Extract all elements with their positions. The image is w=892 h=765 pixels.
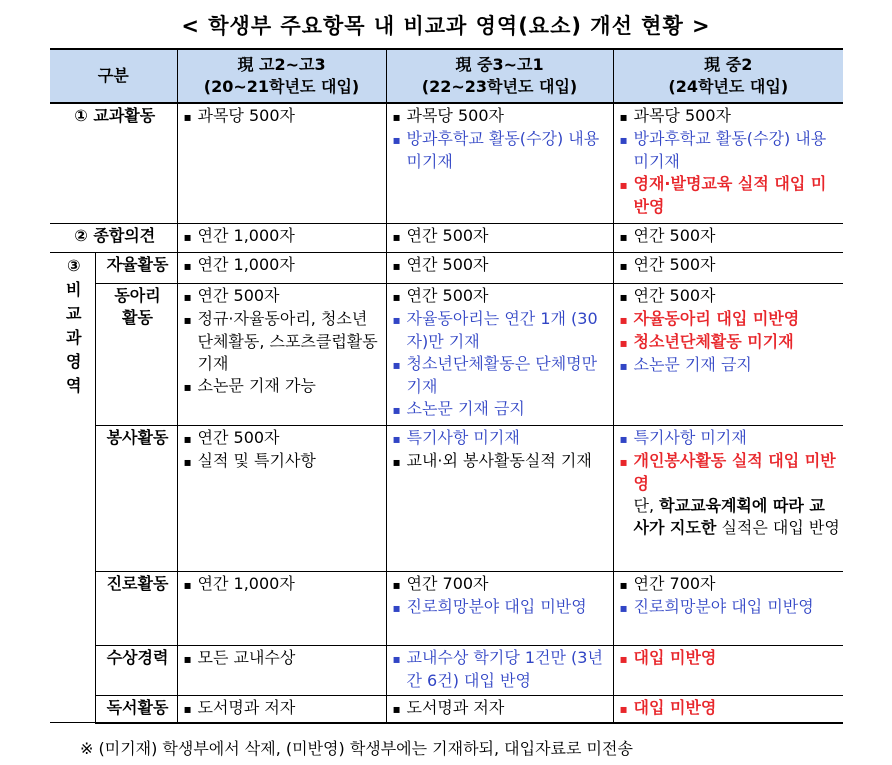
list-item: ▪ 실적 및 특기사항 bbox=[184, 450, 383, 473]
comparison-table bbox=[50, 48, 843, 724]
list-item: ▪ 도서명과 저자 bbox=[184, 697, 383, 720]
row-volunteer-label: 봉사활동 bbox=[95, 425, 177, 571]
header-col3-line2: (24학년도 대입) bbox=[668, 77, 789, 96]
row-subject bbox=[50, 103, 843, 223]
list-item: ▪ 소논문 기재 금지 bbox=[620, 354, 841, 377]
list-item: ▪ 소논문 기재 금지 bbox=[393, 398, 610, 421]
volunteer-note bbox=[620, 495, 841, 539]
list-item: ▪ 연간 1,000자 bbox=[184, 225, 383, 248]
row-opinion bbox=[50, 223, 843, 252]
list-item: ▪ 청소년단체활동 미기재 bbox=[620, 331, 841, 354]
row-career-col3 bbox=[613, 571, 843, 645]
row-opinion-col3 bbox=[613, 223, 843, 252]
row-club-col3 bbox=[613, 283, 843, 425]
list-item: ▪ 연간 700자 bbox=[620, 573, 841, 596]
row-career-col1 bbox=[177, 571, 386, 645]
row-career-col2 bbox=[386, 571, 613, 645]
list-item: ▪ 연간 500자 bbox=[184, 285, 383, 308]
list-item: ▪ 개인봉사활동 실적 대입 미반영 bbox=[620, 450, 841, 495]
list-item: ▪ 모든 교내수상 bbox=[184, 647, 383, 670]
header-col1 bbox=[177, 49, 386, 103]
list-item: ▪ 자율동아리는 연간 1개 (30자)만 기재 bbox=[393, 308, 610, 353]
row-subject-col2 bbox=[386, 103, 613, 223]
list-item: ▪ 연간 500자 bbox=[393, 254, 610, 277]
list-item: ▪ 과목당 500자 bbox=[393, 105, 610, 128]
header-row bbox=[50, 49, 843, 103]
list-item: ▪ 연간 500자 bbox=[620, 254, 841, 277]
list-item: ▪ 연간 500자 bbox=[393, 225, 610, 248]
row-volunteer bbox=[50, 425, 843, 571]
list-item: ▪ 특기사항 미기재 bbox=[393, 427, 610, 450]
row-volunteer-col1 bbox=[177, 425, 386, 571]
extracurricular-label-char: 역 bbox=[66, 375, 82, 395]
row-club-label-line1: 동아리 bbox=[114, 285, 161, 305]
list-item: ▪ 연간 1,000자 bbox=[184, 254, 383, 277]
list-item: ▪ 연간 1,000자 bbox=[184, 573, 383, 596]
list-item: ▪ 진로희망분야 대입 미반영 bbox=[620, 596, 841, 619]
extracurricular-label-char: 교 bbox=[66, 303, 82, 323]
row-reading-col2 bbox=[386, 695, 613, 723]
header-col2-line2: (22~23학년도 대입) bbox=[421, 77, 578, 96]
extracurricular-label-char: 비 bbox=[66, 279, 82, 299]
row-autonomous-col2 bbox=[386, 252, 613, 283]
list-item: ▪ 정규·자율동아리, 청소년단체활동, 스포츠클럽활동 기재 bbox=[184, 308, 383, 375]
header-col1-line2: (20~21학년도 대입) bbox=[203, 77, 360, 96]
list-item: ▪ 영재·발명교육 실적 대입 미반영 bbox=[620, 173, 841, 218]
list-item: ▪ 과목당 500자 bbox=[184, 105, 383, 128]
list-item: ▪ 방과후학교 활동(수강) 내용 미기재 bbox=[620, 128, 841, 173]
page-title: < 학생부 주요항목 내 비교과 영역(요소) 개선 현황 > bbox=[181, 14, 711, 38]
row-reading-col3 bbox=[613, 695, 843, 723]
extracurricular-label bbox=[50, 252, 95, 723]
extracurricular-label-num: ③ bbox=[66, 255, 81, 275]
row-awards-col2 bbox=[386, 645, 613, 695]
volunteer-note-pre: 단, bbox=[633, 495, 660, 515]
list-item: ▪ 자율동아리 대입 미반영 bbox=[620, 308, 841, 331]
list-item: ▪ 진로희망분야 대입 미반영 bbox=[393, 596, 610, 619]
list-item: ▪ 연간 500자 bbox=[393, 285, 610, 308]
list-item: ▪ 과목당 500자 bbox=[620, 105, 841, 128]
row-autonomous-col1 bbox=[177, 252, 386, 283]
row-career bbox=[50, 571, 843, 645]
row-career-label: 진로활동 bbox=[95, 571, 177, 645]
row-autonomous-label: 자율활동 bbox=[95, 252, 177, 283]
list-item: ▪ 도서명과 저자 bbox=[393, 697, 610, 720]
footnote: ※ (미기재) 학생부에서 삭제, (미반영) 학생부에는 기재하되, 대입자료로 미전송 bbox=[80, 739, 633, 758]
row-subject-col1 bbox=[177, 103, 386, 223]
row-opinion-col1 bbox=[177, 223, 386, 252]
row-opinion-label: ② 종합의견 bbox=[50, 223, 177, 252]
row-reading-col1 bbox=[177, 695, 386, 723]
list-item: ▪ 소논문 기재 가능 bbox=[184, 375, 383, 398]
row-subject-col3 bbox=[613, 103, 843, 223]
row-awards-label: 수상경력 bbox=[95, 645, 177, 695]
list-item: ▪ 교내·외 봉사활동실적 기재 bbox=[393, 450, 610, 473]
list-item: ▪ 방과후학교 활동(수강) 내용 미기재 bbox=[393, 128, 610, 173]
row-autonomous-col3 bbox=[613, 252, 843, 283]
volunteer-note-bold: 학교교육계획에 따라 교사가 지도한 bbox=[633, 495, 825, 537]
header-category: 구분 bbox=[50, 49, 177, 103]
list-item: ▪ 특기사항 미기재 bbox=[620, 427, 841, 450]
extracurricular-label-char: 영 bbox=[66, 351, 82, 371]
header-col2 bbox=[386, 49, 613, 103]
header-col3-line1: 現 중2 bbox=[704, 55, 753, 74]
header-col1-line1: 現 고2~고3 bbox=[237, 55, 326, 74]
row-club bbox=[50, 283, 843, 425]
header-col2-line1: 現 중3~고1 bbox=[455, 55, 544, 74]
row-reading-label: 독서활동 bbox=[95, 695, 177, 723]
list-item: ▪ 교내수상 학기당 1건만 (3년간 6건) 대입 반영 bbox=[393, 647, 610, 692]
volunteer-note-post: 실적은 대입 반영 bbox=[716, 517, 840, 537]
row-club-col1 bbox=[177, 283, 386, 425]
header-col3 bbox=[613, 49, 843, 103]
list-item: ▪ 연간 500자 bbox=[184, 427, 383, 450]
extracurricular-label-char: 과 bbox=[66, 327, 82, 347]
row-reading bbox=[50, 695, 843, 723]
row-volunteer-col3 bbox=[613, 425, 843, 571]
row-opinion-col2 bbox=[386, 223, 613, 252]
row-club-label-line2: 활동 bbox=[122, 307, 153, 327]
list-item: ▪ 청소년단체활동은 단체명만 기재 bbox=[393, 353, 610, 398]
row-awards-col1 bbox=[177, 645, 386, 695]
row-volunteer-col2 bbox=[386, 425, 613, 571]
list-item: ▪ 연간 500자 bbox=[620, 285, 841, 308]
list-item: ▪ 연간 500자 bbox=[620, 225, 841, 248]
row-awards bbox=[50, 645, 843, 695]
row-club-label bbox=[95, 283, 177, 425]
row-autonomous bbox=[50, 252, 843, 283]
list-item: ▪ 대입 미반영 bbox=[620, 697, 841, 720]
row-awards-col3 bbox=[613, 645, 843, 695]
row-subject-label: ① 교과활동 bbox=[50, 103, 177, 223]
list-item: ▪ 대입 미반영 bbox=[620, 647, 841, 670]
row-club-col2 bbox=[386, 283, 613, 425]
list-item: ▪ 연간 700자 bbox=[393, 573, 610, 596]
